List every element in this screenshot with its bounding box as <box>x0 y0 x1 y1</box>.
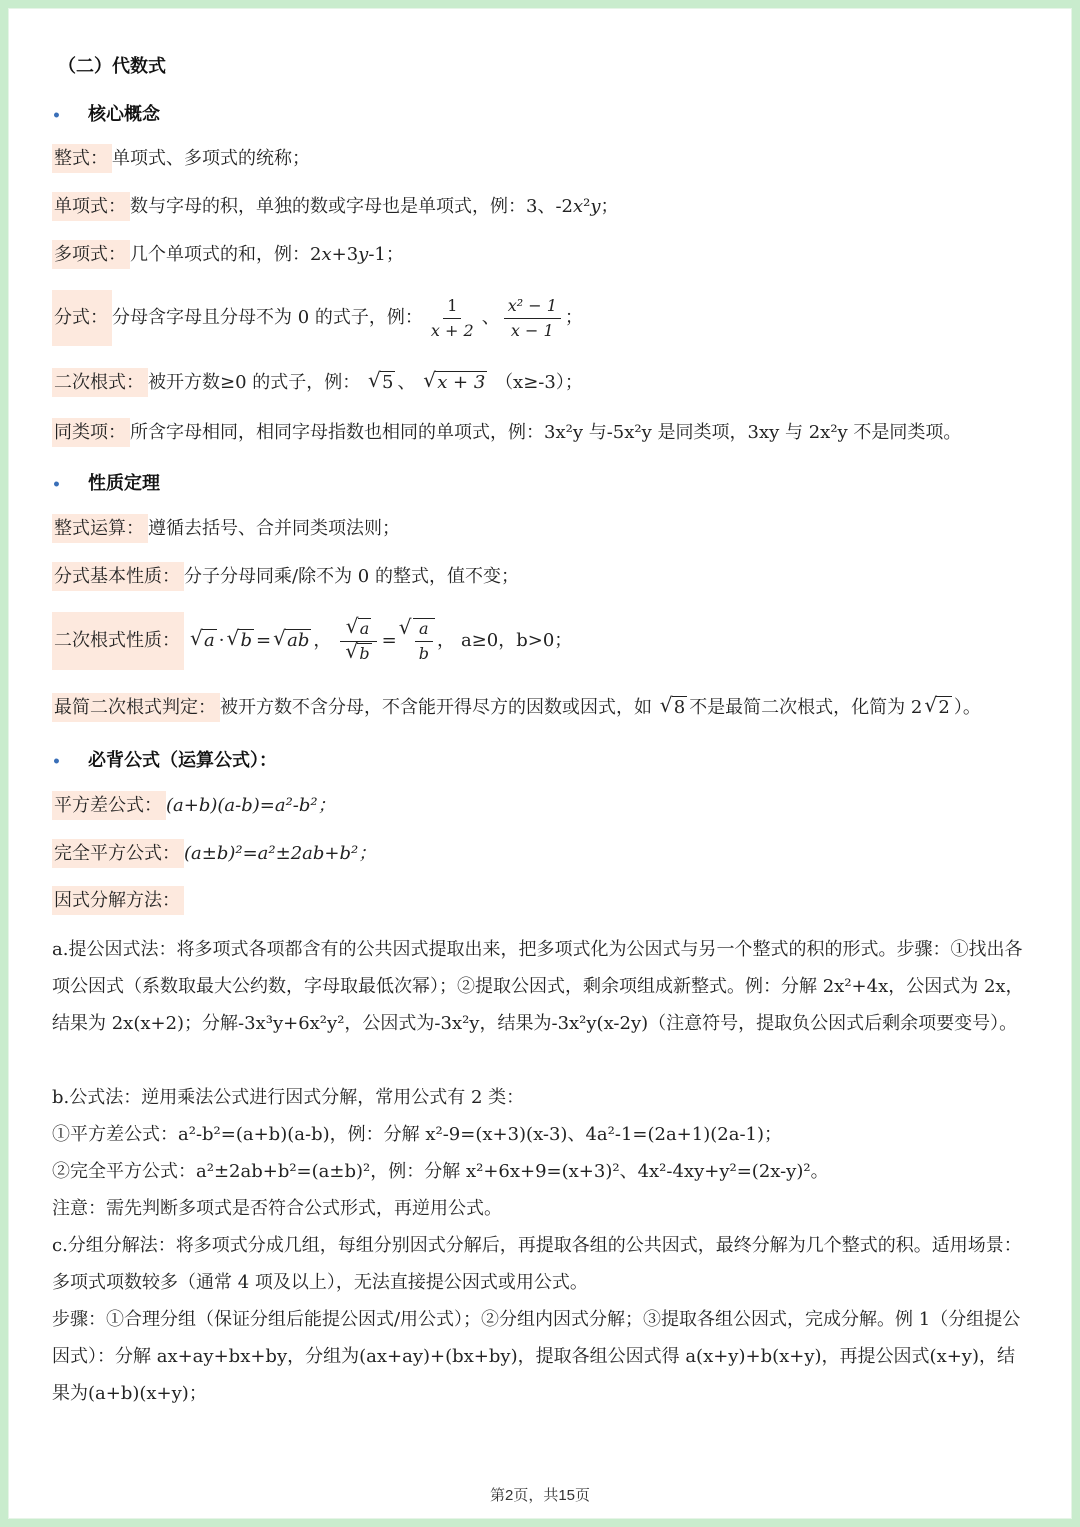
sqrt-symbol: √ 8 <box>660 696 687 720</box>
section-title: （二）代数式 <box>58 56 166 77</box>
sqrt-symbol <box>399 618 435 664</box>
fraction <box>339 619 377 664</box>
method-c-paragraph: c.分组分解法：将多项式分成几组，每组分别因式分解后，再提取各组的公共因式，最终分解为几个整式的积。适用场景：多项式项数较多（通常 4 项及以上），无法直接提公因式或用公式。 <box>52 1235 1022 1293</box>
factorization-methods-label <box>52 889 184 913</box>
term-label: 完全平方公式： <box>52 839 184 868</box>
term-label: 整式运算： <box>52 514 148 543</box>
def-ercigenshi: 二次根式： 被开方数≥0 的式子，例： √ 5 、 √ x + 3 （x≥-3）； <box>52 371 583 395</box>
term-label: 平方差公式： <box>52 791 166 820</box>
sqrt-symbol: √ ab <box>273 629 311 653</box>
method-b2-line: ②完全平方公式：a²±2ab+b²=(a±b)²，例：分解 x²+6x+9=(x+3)²、4x²-4xy+y²=(2x-y)²。 <box>52 1161 829 1182</box>
bullet-icon: • <box>52 108 61 124</box>
note-line: 注意：需先判断多项式是否符合公式形式，再逆用公式。 <box>52 1198 502 1219</box>
heading-properties: • 性质定理 <box>52 473 160 494</box>
term-label: 二次根式： <box>52 368 148 397</box>
heading-core-concepts: • 核心概念 <box>52 104 160 125</box>
sqrt-symbol: √ 5 <box>368 371 395 395</box>
formula-difference-of-squares: 平方差公式： (a+b)(a-b)=a²-b²； <box>52 794 336 818</box>
def-tongleixiang: 同类项： 所含字母相同，相同字母指数也相同的单项式，例：3x²y 与-5x²y 是同类项，3xy 与 2x²y 不是同类项。 <box>52 421 961 445</box>
sqrt-symbol: √ 2 <box>924 696 951 720</box>
fraction: $\frac{\text{x² − 1}}{x - 1}$ <box>504 296 561 341</box>
prop-zhengshi-ops: 整式运算： 遵循去括号、合并同类项法则； <box>52 517 400 541</box>
def-danxiangshi: 单项式： 数与字母的积，单独的数或字母也是单项式，例：3、-2x²y； <box>52 195 619 219</box>
term-label: 分式： <box>52 290 112 346</box>
heading-formulas: • 必背公式（运算公式）： <box>52 750 277 771</box>
sqrt-symbol: √ b <box>226 629 254 653</box>
term-label: 整式： <box>52 144 112 173</box>
term-label: 二次根式性质： <box>52 612 184 670</box>
prop-fenshi-basic: 分式基本性质： 分子分母同乘/除不为 0 的整式，值不变； <box>52 565 519 589</box>
sqrt-symbol: √ a <box>346 619 372 639</box>
page-number: 第2页，共15页 <box>489 1487 591 1504</box>
term-label: 分式基本性质： <box>52 562 184 591</box>
sqrt-symbol: √ x + 3 <box>423 371 487 395</box>
bullet-icon: • <box>52 477 61 493</box>
method-c-steps: 步骤：①合理分组（保证分组后能提公因式/用公式）；②分组内因式分解；③提取各组公因式，完成分解。例 1（分组提公因式）：分解 ax+ay+bx+by，分组为(ax+ay)+(bx+by)，提取各组公因式得 a(x+y)+b(x+y)，再提公因式(x+y)，结果为(a+b)(x+y)； <box>52 1309 1021 1404</box>
term-label: 最简二次根式判定： <box>52 693 220 722</box>
term-label: 同类项： <box>52 418 130 447</box>
term-label: 因式分解方法： <box>52 886 184 915</box>
def-duoxiangshi: 多项式： 几个单项式的和，例：2x+3y-1； <box>52 243 404 267</box>
def-zhengshi: 整式： 单项式、多项式的统称； <box>52 147 310 171</box>
prop-simplest-radical: 最简二次根式判定： 被开方数不含分母，不含能开得尽方的因数或因式，如 √ 8 不是最简二次根式，化简为 2√ 2 ）。 <box>52 696 981 720</box>
sqrt-symbol: √ b <box>345 644 371 664</box>
fraction: $\frac{1}{x + 2}$ <box>430 295 474 340</box>
bullet-icon: • <box>52 754 61 770</box>
sqrt-symbol: √ a <box>190 629 217 653</box>
def-fenshi: 分式： 分母含字母且分母不为 0 的式子，例： $\frac{1}{x + 2}$ 、 $\frac{\text{x² − 1}}{x - 1}$ ； <box>52 290 583 346</box>
fraction: √ $\frac{a}{b}$ <box>415 619 433 664</box>
method-b1-line: ①平方差公式：a²-b²=(a+b)(a-b)，例：分解 x²-9=(x+3)(x-3)、4a²-1=(2a+1)(2a-1)； <box>52 1124 783 1145</box>
term-label: 多项式： <box>52 240 130 269</box>
term-label: 单项式： <box>52 192 130 221</box>
method-b-paragraph: b.公式法：逆用乘法公式进行因式分解，常用公式有 2 类： <box>52 1087 525 1108</box>
formula-perfect-square: 完全平方公式： (a±b)²=a²±2ab+b²； <box>52 842 376 866</box>
method-a-paragraph: a.提公因式法：将多项式各项都含有的公共因式提取出来，把多项式化为公因式与另一个整式的积的形式。步骤：①找出各项公因式（系数取最大公约数，字母取最低次幂）；②提取公因式，剩余项组成新整式。例：分解 2x²+4x，公因式为 2x，结果为 2x(x+2)；分解-3x³y+6x²y²，公因式为-3x²y，结果为-3x²y(x-2y)（注意符号，提取负公因式后剩余项要变号）。 <box>52 939 1024 1034</box>
prop-ercigenshi: 二次根式性质： √ a · √ b = √ ab ， √ a √ b = √ $\frac{a}{b}$ ， a≥0，b>0； <box>52 612 572 670</box>
